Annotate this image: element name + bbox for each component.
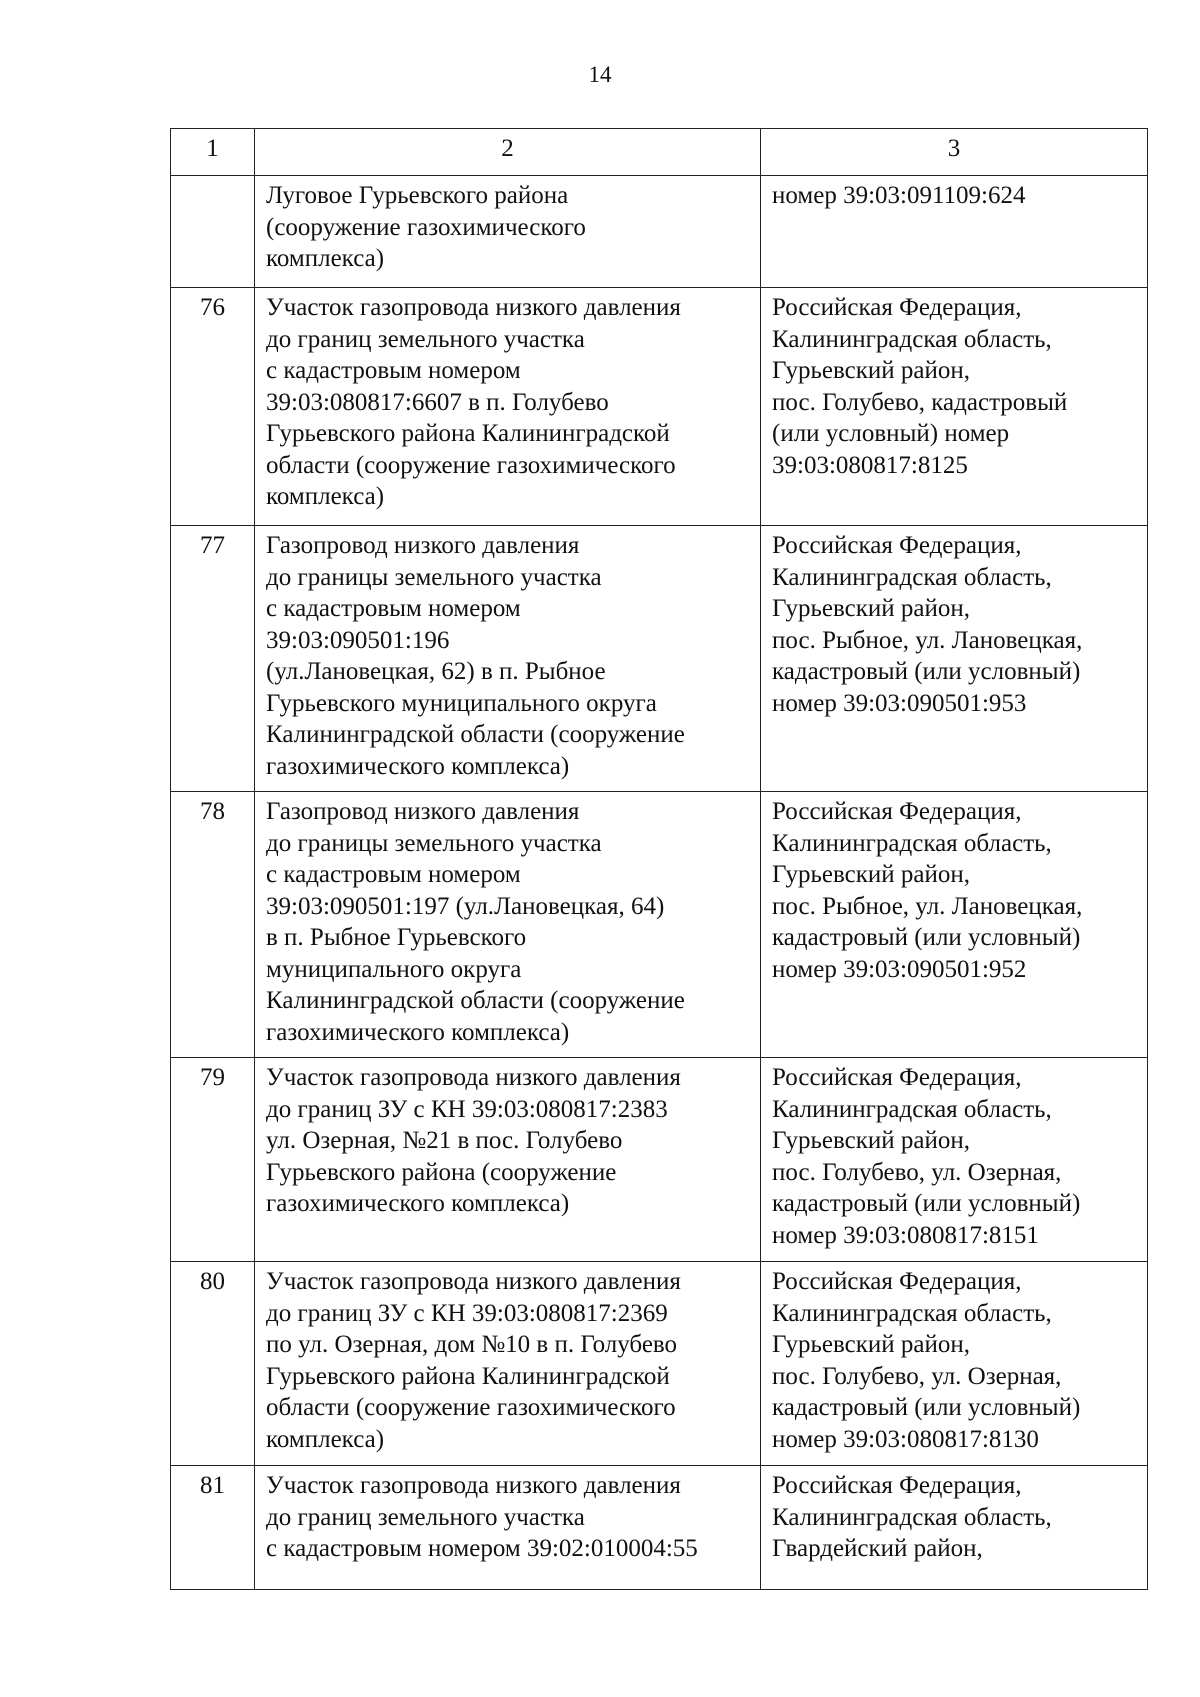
description-line: области (сооружение газохимического: [266, 451, 676, 479]
location-line: номер 39:03:080817:8151: [772, 1221, 1039, 1249]
description-line: с кадастровым номером: [266, 357, 521, 384]
registry-table: [170, 128, 1148, 1590]
description-line: в п. Рыбное Гурьевского: [266, 924, 527, 951]
description-line: до границ ЗУ с КН 39:03:080817:2383: [266, 1095, 668, 1123]
description-line: комплекса): [266, 245, 385, 272]
description-line: Гурьевского района Калининградской: [266, 420, 670, 447]
description-line: Луговое Гурьевского района: [266, 182, 569, 209]
column-header-2: 2: [255, 129, 761, 176]
location-line: номер 39:03:091109:624: [772, 182, 1026, 209]
location-line: Гурьевский район,: [772, 357, 971, 384]
location-line: кадастровый (или условный): [772, 1190, 1081, 1217]
location-line: пос. Голубево, ул. Озерная,: [772, 1362, 1062, 1390]
location-line: кадастровый (или условный): [772, 924, 1081, 951]
description-line: Калининградской области (сооружение: [266, 721, 685, 748]
location-line: пос. Рыбное, ул. Лановецкая,: [772, 626, 1083, 654]
description-line: комплекса): [266, 483, 385, 510]
location-line: Российская Федерация,: [772, 1064, 1022, 1091]
table-row: [171, 288, 1148, 526]
object-location: [761, 1466, 1148, 1590]
location-line: Калининградская область,: [772, 1095, 1052, 1123]
column-header-3: 3: [761, 129, 1148, 176]
description-line: до границы земельного участка: [266, 563, 602, 591]
description-line: газохимического комплекса): [266, 752, 570, 780]
object-location: [761, 792, 1148, 1058]
location-line: Российская Федерация,: [772, 798, 1022, 825]
description-line: 39:03:090501:197 (ул.Лановецкая, 64): [266, 892, 665, 920]
location-line: Калининградская область,: [772, 1299, 1052, 1327]
description-line: Гурьевского муниципального округа: [266, 689, 657, 717]
description-line: до границ земельного участка: [266, 1503, 585, 1531]
page-number: 14: [588, 62, 612, 87]
description-line: Газопровод низкого давления: [266, 798, 580, 825]
column-header-1: 1: [171, 129, 255, 176]
location-line: кадастровый (или условный): [772, 1394, 1081, 1421]
description-line: с кадастровым номером: [266, 595, 521, 622]
description-line: муниципального округа: [266, 955, 522, 983]
description-line: (ул.Лановецкая, 62) в п. Рыбное: [266, 658, 606, 685]
object-location: [761, 288, 1148, 526]
object-description: [255, 288, 761, 526]
object-location: [761, 176, 1148, 288]
location-line: пос. Голубево, ул. Озерная,: [772, 1158, 1062, 1186]
description-line: области (сооружение газохимического: [266, 1394, 676, 1421]
description-line: до границы земельного участка: [266, 829, 602, 857]
object-description: [255, 1262, 761, 1466]
location-line: Гвардейский район,: [772, 1535, 983, 1562]
location-line: Калининградская область,: [772, 563, 1052, 591]
description-line: по ул. Озерная, дом №10 в п. Голубево: [266, 1331, 678, 1358]
table-row: [171, 792, 1148, 1058]
description-line: газохимического комплекса): [266, 1018, 570, 1046]
description-line: Гурьевского района (сооружение: [266, 1158, 617, 1186]
description-line: с кадастровым номером: [266, 861, 521, 888]
location-line: кадастровый (или условный): [772, 658, 1081, 685]
location-line: 39:03:080817:8125: [772, 451, 968, 479]
location-line: Гурьевский район,: [772, 595, 971, 622]
description-line: 39:03:090501:196: [266, 626, 450, 654]
description-line: комплекса): [266, 1425, 385, 1453]
row-number: 81: [171, 1466, 255, 1590]
description-line: Гурьевского района Калининградской: [266, 1362, 670, 1390]
description-line: Участок газопровода низкого давления: [266, 294, 681, 321]
object-description: [255, 792, 761, 1058]
object-location: [761, 1058, 1148, 1262]
description-line: 39:03:080817:6607 в п. Голубево: [266, 388, 609, 416]
object-description: [255, 1466, 761, 1590]
table-row: [171, 1058, 1148, 1262]
description-line: газохимического комплекса): [266, 1190, 570, 1217]
location-line: номер 39:03:090501:952: [772, 955, 1027, 983]
location-line: пос. Голубево, кадастровый: [772, 388, 1068, 416]
description-line: Участок газопровода низкого давления: [266, 1064, 681, 1091]
description-line: Участок газопровода низкого давления: [266, 1268, 681, 1295]
location-line: Российская Федерация,: [772, 1268, 1022, 1295]
header-row: [171, 129, 1148, 176]
location-line: Калининградская область,: [772, 325, 1052, 353]
location-line: номер 39:03:090501:953: [772, 689, 1027, 717]
description-line: до границ ЗУ с КН 39:03:080817:2369: [266, 1299, 668, 1327]
object-location: [761, 1262, 1148, 1466]
row-number: 77: [171, 526, 255, 792]
table-row: [171, 1466, 1148, 1590]
object-description: [255, 176, 761, 288]
description-line: Калининградской области (сооружение: [266, 987, 685, 1014]
object-description: [255, 526, 761, 792]
row-number: 79: [171, 1058, 255, 1262]
location-line: пос. Рыбное, ул. Лановецкая,: [772, 892, 1083, 920]
table-row: [171, 1262, 1148, 1466]
row-number: [171, 176, 255, 288]
location-line: Калининградская область,: [772, 829, 1052, 857]
object-description: [255, 1058, 761, 1262]
location-line: Калининградская область,: [772, 1503, 1052, 1531]
location-line: Гурьевский район,: [772, 1127, 971, 1154]
location-line: Российская Федерация,: [772, 1472, 1022, 1499]
description-line: до границ земельного участка: [266, 325, 585, 353]
description-line: ул. Озерная, №21 в пос. Голубево: [266, 1127, 623, 1154]
row-number: 76: [171, 288, 255, 526]
description-line: Участок газопровода низкого давления: [266, 1472, 681, 1499]
location-line: (или условный) номер: [772, 420, 1010, 447]
object-location: [761, 526, 1148, 792]
description-line: с кадастровым номером 39:02:010004:55: [266, 1535, 698, 1562]
description-line: Газопровод низкого давления: [266, 532, 580, 559]
location-line: Гурьевский район,: [772, 1331, 971, 1358]
description-line: (сооружение газохимического: [266, 213, 586, 241]
row-number: 80: [171, 1262, 255, 1466]
location-line: Российская Федерация,: [772, 294, 1022, 321]
location-line: Гурьевский район,: [772, 861, 971, 888]
table-row: [171, 526, 1148, 792]
location-line: Российская Федерация,: [772, 532, 1022, 559]
location-line: номер 39:03:080817:8130: [772, 1425, 1039, 1453]
table-row: [171, 176, 1148, 288]
row-number: 78: [171, 792, 255, 1058]
